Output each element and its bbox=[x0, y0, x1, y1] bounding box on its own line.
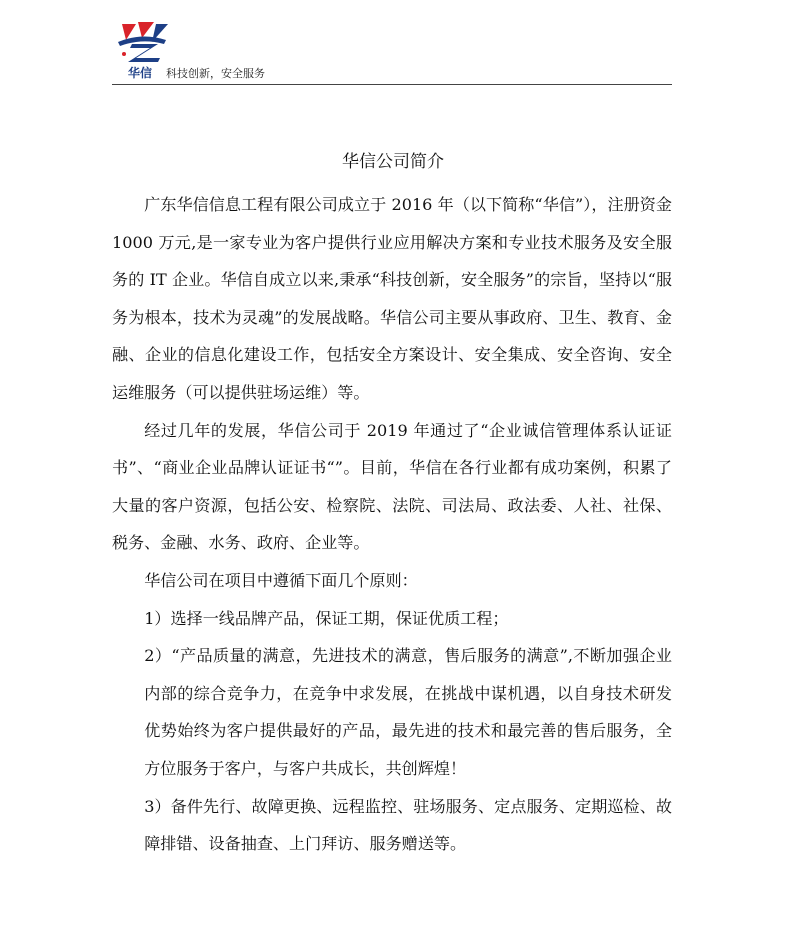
paragraph-achievements: 经过几年的发展，华信公司于 2019 年通过了“企业诚信管理体系认证证书”、“商业企业品牌认证证书“”。目前，华信在各行业都有成功案例，积累了大量的客户资源，包括公安、检察院、法院、司法局、政法委、人社、社保、税务、金融、水务、政府、企业等。 bbox=[112, 420, 672, 553]
principle-item: 3）备件先行、故障更换、远程监控、驻场服务、定点服务、定期巡检、故障排错、设备抽查、上门拜访、服务赠送等。 bbox=[144, 796, 672, 854]
document-title: 华信公司简介 bbox=[342, 152, 444, 172]
paragraph-intro: 广东华信信息工程有限公司成立于 2016 年（以下简称“华信”），注册资金 1000 万元,是一家专业为客户提供行业应用解决方案和专业技术服务及安全服务的 IT 企业。华信自成立以来,秉承“科技创新，安全服务”的宗旨，坚持以“服务为根本，技术为灵魂”的发展战略。华信公司主要从事政府、卫生、教育、金融、企业的信息化建设工作，包括安全方案设计、安全集成、安全咨询、安全运维服务（可以提供驻场运维）等。 bbox=[112, 195, 672, 402]
huaxin-logo-icon bbox=[112, 18, 172, 64]
paragraph-principles-intro: 华信公司在项目中遵循下面几个原则： bbox=[144, 570, 418, 590]
brand-name: 华信 bbox=[128, 66, 153, 80]
page-header bbox=[112, 18, 672, 85]
principle-item: 1）选择一线品牌产品，保证工期，保证优质工程； bbox=[144, 608, 509, 628]
brand-slogan: 科技创新，安全服务 bbox=[166, 67, 265, 80]
document-body bbox=[112, 186, 672, 863]
principle-item: 2）“产品质量的满意，先进技术的满意，售后服务的满意”,不断加强企业内部的综合竞争力，在竞争中求发展，在挑战中谋机遇，以自身技术研发优势始终为客户提供最好的产品，最先进的技术和最完善的售后服务，全方位服务于客户，与客户共成长，共创辉煌！ bbox=[144, 646, 672, 778]
